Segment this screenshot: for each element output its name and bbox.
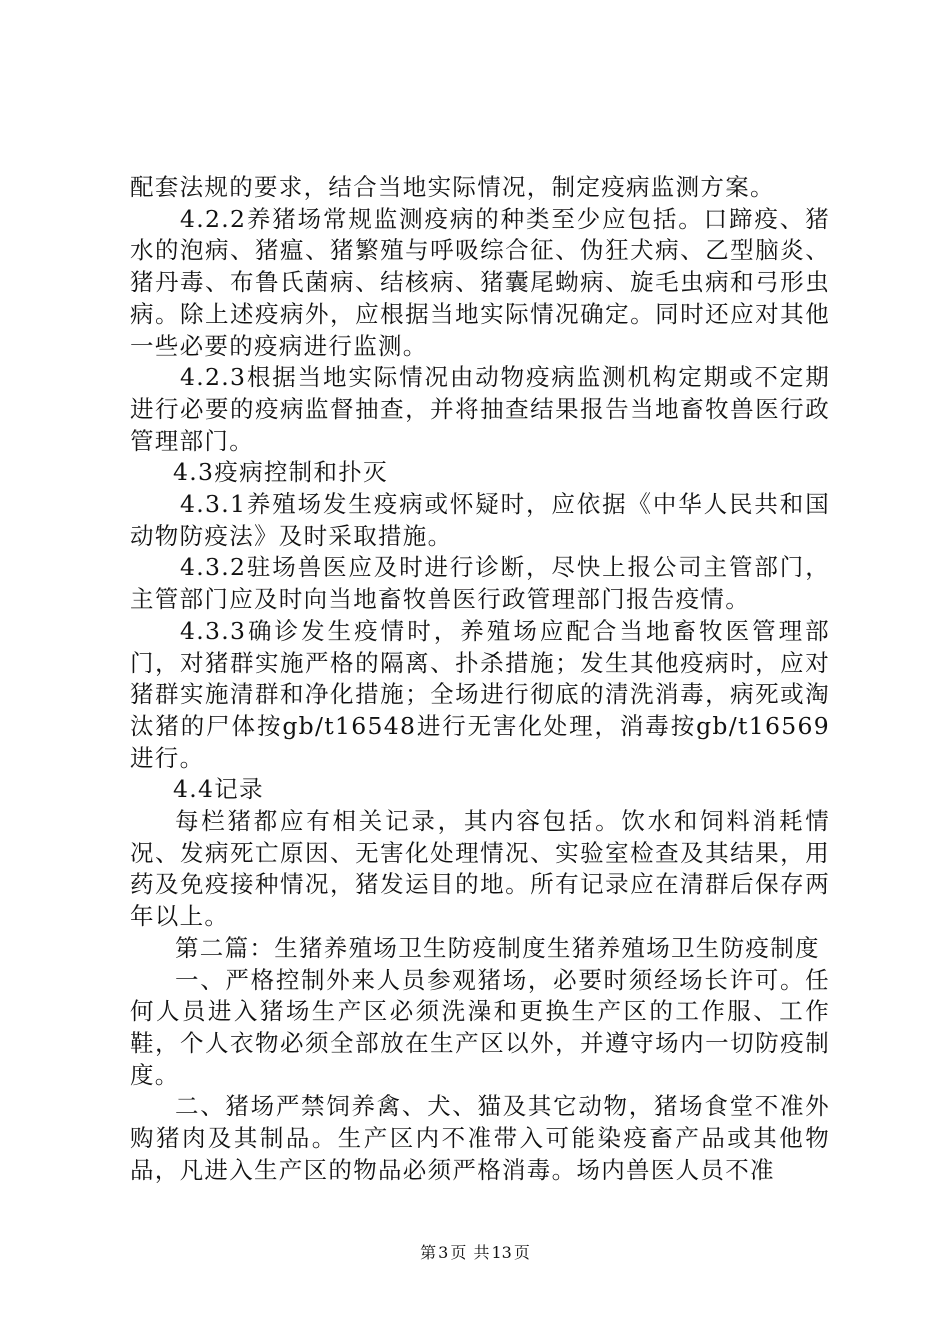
paragraph-4-3-3: 4.3.3确诊发生疫情时，养殖场应配合当地畜牧医管理部门，对猪群实施严格的隔离、扑杀措施；发生其他疫病时，应对猪群实施清群和净化措施；全场进行彻底的清洗消毒，病死或淘汰猪的尸体按gb/t16548进行无害化处理，消毒按gb/t16569进行。 [130,616,830,772]
footer-total-prefix: 共 [473,1243,490,1262]
chapter-title-part-two: 第二篇：生猪养殖场卫生防疫制度生猪养殖场卫生防疫制度 [175,933,820,962]
paragraph-records: 每栏猪都应有相关记录，其内容包括。饮水和饲料消耗情况、发病死亡原因、无害化处理情况、实验室检查及其结果，用药及免疫接种情况，猪发运目的地。所有记录应在清群后保存两年以上。 [130,807,830,931]
section-heading-4-4: 4.4记录 [173,775,264,804]
paragraph-rule-two: 二、猪场严禁饲养禽、犬、猫及其它动物，猪场食堂不准外购猪肉及其制品。生产区内不准带入可能染疫畜产品或其他物品，凡进入生产区的物品必须严格消毒。场内兽医人员不准 [130,1092,830,1184]
footer-total-pages: 13 [491,1243,512,1262]
page-footer [0,1243,950,1263]
section-heading-4-3: 4.3疫病控制和扑灭 [173,458,388,487]
paragraph-4-3-2: 4.3.2驻场兽医应及时进行诊断，尽快上报公司主管部门，主管部门应及时向当地畜牧兽医行政管理部门报告疫情。 [130,553,830,614]
footer-page-number: 3 [438,1243,449,1262]
paragraph-4-3-1: 4.3.1养殖场发生疫病或怀疑时，应依据《中华人民共和国动物防疫法》及时采取措施。 [130,490,830,550]
paragraph-4-2-3: 4.2.3根据当地实际情况由动物疫病监测机构定期或不定期进行必要的疫病监督抽查，并将抽查结果报告当地畜牧兽医行政管理部门。 [130,363,830,455]
paragraph-continuation: 配套法规的要求，结合当地实际情况，制定疫病监测方案。 [130,173,775,201]
paragraph-rule-one: 一、严格控制外来人员参观猪场，必要时须经场长许可。任何人员进入猪场生产区必须洗澡和更换生产区的工作服、工作鞋，个人衣物必须全部放在生产区以外，并遵守场内一切防疫制度。 [130,965,830,1089]
footer-page-unit: 页 [450,1243,467,1262]
paragraph-4-2-2: 4.2.2养猪场常规监测疫病的种类至少应包括。口蹄疫、猪水的泡病、猪瘟、猪繁殖与呼吸综合征、伪狂犬病、乙型脑炎、猪丹毒、布鲁氏菌病、结核病、猪囊尾蚴病、旋毛虫病和弓形虫病。除上述疫病外，应根据当地实际情况确定。同时还应对其他一些必要的疫病进行监测。 [130,204,830,360]
footer-total-unit: 页 [513,1243,530,1262]
document-body [130,172,830,1187]
footer-prefix: 第 [420,1243,437,1262]
